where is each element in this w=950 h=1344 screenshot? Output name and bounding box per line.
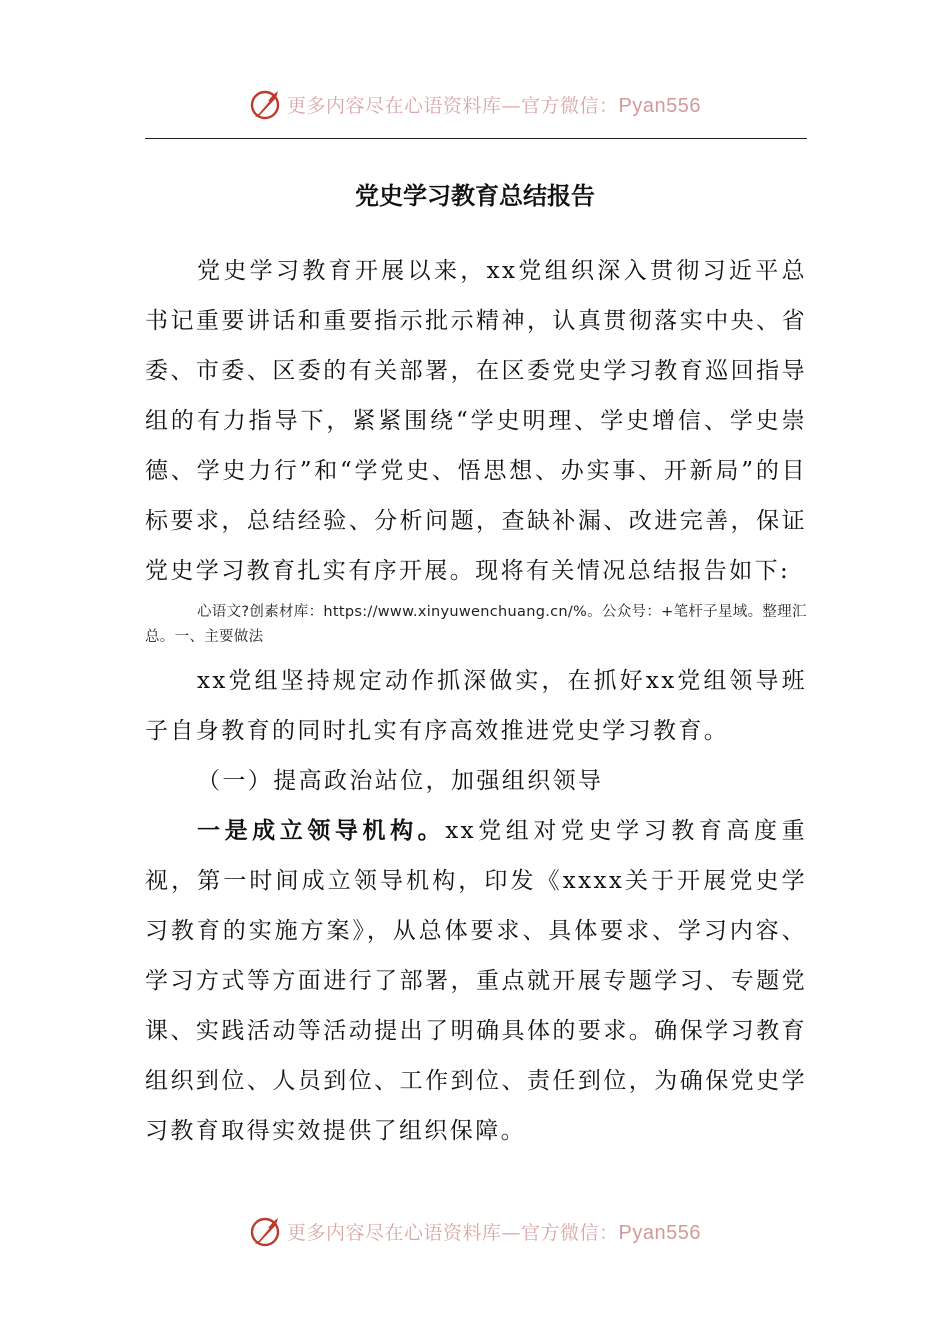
paragraph-source-note: 心语文?创素材库：https://www.xinyuwenchuang.cn/%。公众号：+笔杆子星域。整理汇总。一、主要做法 xyxy=(145,604,807,645)
watermark-text: 更多内容尽在心语资料库—官方微信：Pyan556 xyxy=(287,94,701,117)
document-body xyxy=(145,246,807,1156)
quill-pen-logo-icon xyxy=(249,1214,283,1248)
paragraph-lead: 一是成立领导机构。 xyxy=(197,818,446,844)
paragraph-leadership xyxy=(145,806,807,1156)
watermark-wechat: Pyan556 xyxy=(618,1221,701,1244)
footer-watermark xyxy=(0,1209,950,1253)
header-watermark xyxy=(0,82,950,126)
quill-pen-logo-icon xyxy=(249,87,283,121)
paragraph-leadership-body: xx党组对党史学习教育高度重视，第一时间成立领导机构，印发《xxxx关于开展党史学习教育的实施方案》，从总体要求、具体要求、学习内容、学习方式等方面进行了部署，重点就开展专题学习、专题党课、实践活动等活动提出了明确具体的要求。确保学习教育组织到位、人员到位、工作到位、责任到位，为确保党史学习教育取得实效提供了组织保障。 xyxy=(145,818,807,1144)
header-rule xyxy=(145,138,807,139)
section-heading: （一）提高政治站位，加强组织领导 xyxy=(197,768,604,794)
paragraph-intro: 党史学习教育开展以来，xx党组织深入贯彻习近平总书记重要讲话和重要指示批示精神，认真贯彻落实中央、省委、市委、区委的有关部署，在区委党史学习教育巡回指导组的有力指导下，紧紧围绕“学史明理、学史增信、学史崇德、学史力行”和“学党史、悟思想、办实事、开新局”的目标要求，总结经验、分析问题，查缺补漏、改进完善，保证党史学习教育扎实有序开展。现将有关情况总结报告如下: xyxy=(145,258,807,584)
watermark-wechat: Pyan556 xyxy=(618,94,701,117)
paragraph-overview: xx党组坚持规定动作抓深做实，在抓好xx党组领导班子自身教育的同时扎实有序高效推进党史学习教育。 xyxy=(145,668,807,744)
watermark-text: 更多内容尽在心语资料库—官方微信：Pyan556 xyxy=(287,1221,701,1244)
page-title: 党史学习教育总结报告 xyxy=(355,182,595,210)
